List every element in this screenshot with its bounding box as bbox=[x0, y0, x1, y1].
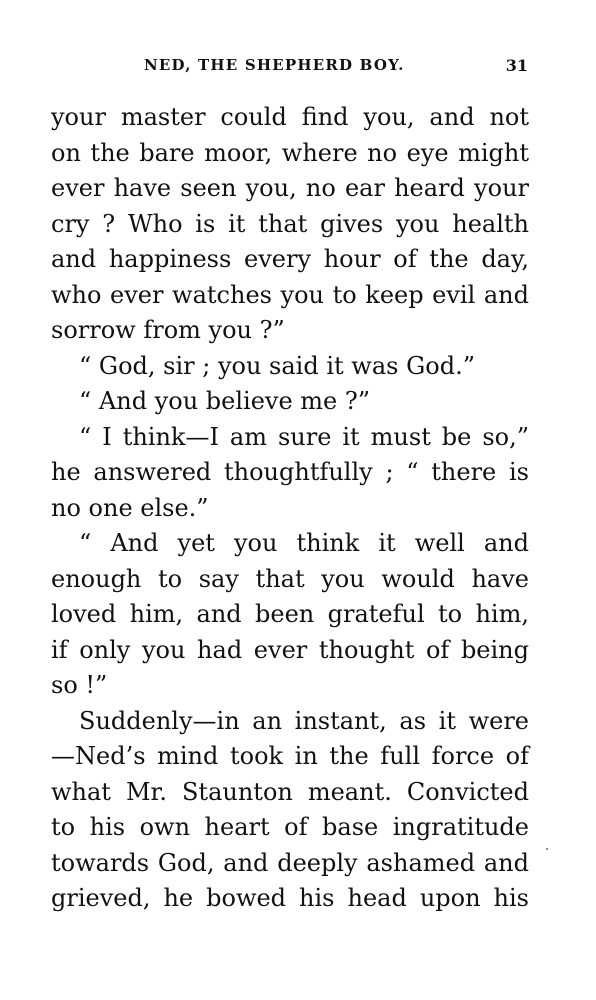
text-line-14: enough to say that you would have bbox=[51, 564, 529, 593]
text-line-9: “ And you believe me ?” bbox=[79, 387, 371, 415]
body-text bbox=[51, 100, 529, 917]
text-line-7: sorrow from you ?” bbox=[51, 316, 285, 344]
text-line-22: towards God, and deeply ashamed and bbox=[51, 848, 529, 877]
text-line-10: “ I think—I am sure it must be so,” bbox=[79, 422, 529, 451]
text-line-3: ever have seen you, no ear heard your bbox=[51, 174, 529, 202]
text-line-5: and happiness every hour of the day, bbox=[51, 245, 529, 273]
text-line-1: your master could find you, and not bbox=[51, 103, 529, 131]
text-line-6: who ever watches you to keep evil and bbox=[51, 280, 529, 309]
running-head bbox=[52, 56, 528, 80]
text-line-16: if only you had ever thought of being bbox=[51, 635, 529, 664]
text-line-18: Suddenly—in an instant, as it were bbox=[79, 706, 529, 735]
paper-speck bbox=[546, 848, 548, 850]
text-line-2: on the bare moor, where no eye might bbox=[51, 138, 529, 167]
text-line-15: loved him, and been grateful to him, bbox=[51, 600, 529, 628]
text-line-21: to his own heart of base ingratitude bbox=[51, 813, 529, 841]
text-line-23: grieved, he bowed his head upon his bbox=[51, 884, 529, 912]
text-line-8: “ God, sir ; you said it was God.” bbox=[79, 351, 475, 380]
text-line-13: “ And yet you think it well and bbox=[79, 529, 529, 557]
text-line-19: —Ned’s mind took in the full force of bbox=[51, 742, 529, 770]
text-line-12: no one else.” bbox=[51, 493, 209, 522]
text-line-11: he answered thoughtfully ; “ there is bbox=[51, 458, 529, 486]
text-line-20: what Mr. Staunton meant. Convicted bbox=[51, 777, 529, 806]
text-line-4: cry ? Who is it that gives you health bbox=[51, 209, 529, 238]
text-line-17: so !” bbox=[51, 671, 108, 699]
running-title: NED, THE SHEPHERD BOY. bbox=[144, 56, 405, 74]
page-number: 31 bbox=[505, 56, 528, 75]
